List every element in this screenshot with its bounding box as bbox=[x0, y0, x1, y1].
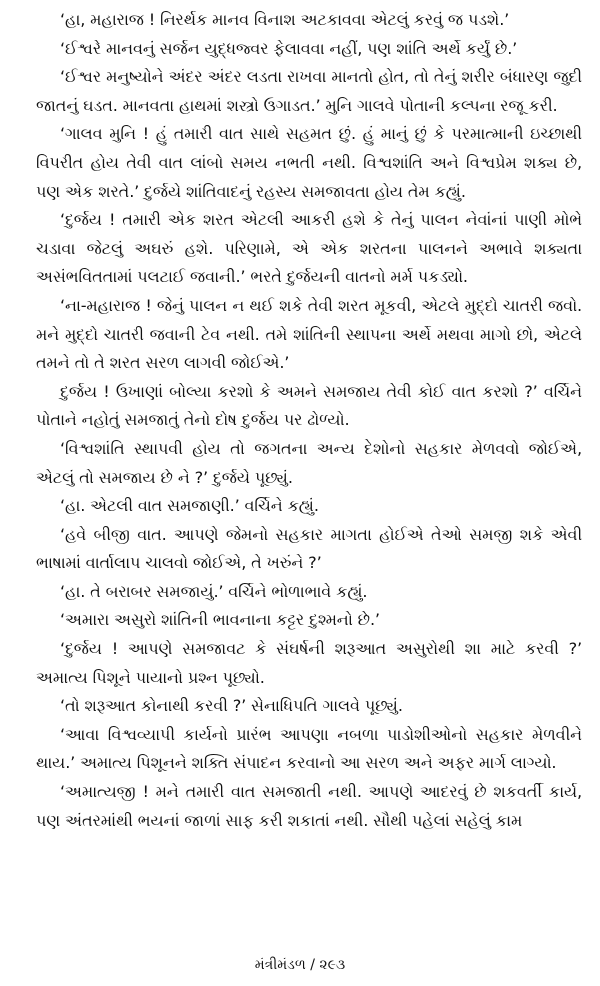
paragraph: ‘હા. એટલી વાત સમજાણી.’ વર્ચિને કહ્યું. bbox=[60, 496, 319, 516]
paragraph: ‘ઈશ્વરે માનવનું સર્જન યુદ્ધજ્વર ફેલાવવા નહીં, પણ શાંતિ અર્થે કર્યું છે.’ bbox=[60, 38, 518, 58]
paragraph: ‘હા. તે બરાબર સમજાયું.’ વર્ચિને ભોળાભાવે કહ્યું. bbox=[60, 581, 368, 601]
paragraph: ‘દુર્જય ! તમારી એક શરત એટલી આકરી હશે કે તેનું પાલન નેવાંનાં પાણી મોભે ચડાવા જેટલું અઘરું હશે. પરિણામે, એ એક શરતના પાલનને અભાવે શક્યતા અસંભવિતતામાં પલટાઈ જવાની.’ ભરતે દુર્જયની વાતનો મર્મ પકડ્યો. bbox=[36, 210, 582, 287]
page-footer: મંત્રીમંડળ / ૨૯૩ bbox=[254, 957, 346, 973]
paragraph: ‘વિશ્વશાંતિ સ્થાપવી હોય તો જગતના અન્ય દેશોનો સહકાર મેળવવો જોઈએ, એટલું તો સમજાય છે ને ?’ દુર્જયે પૂછ્યું. bbox=[36, 438, 582, 487]
paragraph: ‘ઈશ્વર મનુષ્યોને અંદર અંદર લડતા રાખવા માનતો હોત, તો તેનું શરીર બંધારણ જુદી જાતનું ઘડત. માનવતા હાથમાં શસ્ત્રો ઉગાડત.’ મુનિ ગાલવે પોતાની કલ્પના રજૂ કરી. bbox=[36, 67, 582, 115]
paragraph: ‘તો શરૂઆત કોનાથી કરવી ?’ સેનાધિપતિ ગાલવે પૂછ્યું. bbox=[60, 696, 403, 716]
paragraph: દુર્જય ! ઉખાણાં બોલ્યા કરશો કે અમને સમજાય તેવી કોઈ વાત કરશો ?’ વર્ચિને પોતાને નહોતું સમજાતું તેનો દોષ દુર્જય પર ઢોળ્યો. bbox=[36, 381, 582, 430]
paragraph: ‘હવે બીજી વાત. આપણે જેમનો સહકાર માગતા હોઈએ તેઓ સમજી શકે એવી ભાષામાં વાર્તાલાપ ચાલવો જોઈએ, તે ખરુંને ?’ bbox=[36, 524, 582, 573]
paragraph: ‘આવા વિશ્વવ્યાપી કાર્યનો પ્રારંભ આપણા નબળા પાડોશીઓનો સહકાર મેળવીને થાય.’ અમાત્ય પિશૂનને શક્તિ સંપાદન કરવાનો આ સરળ અને અફર માર્ગ લાગ્યો. bbox=[36, 724, 582, 773]
page-body bbox=[36, 6, 582, 946]
paragraph: ‘હા, મહારાજ ! નિરર્થક માનવ વિનાશ અટકાવવા એટલું કરવું જ પડશે.’ bbox=[60, 10, 510, 29]
paragraph: ‘અમાત્યજી ! મને તમારી વાત સમજાતી નથી. આપણે આદરવું છે શકવર્તી કાર્ય, પણ અંતરમાંથી ભયનાં જાળાં સાફ કરી શકાતાં નથી. સૌથી પહેલાં સહેલું કામ bbox=[36, 782, 582, 830]
paragraph: ‘અમારા અસુરો શાંતિની ભાવનાના કટ્ટર દુશ્મનો છે.’ bbox=[60, 610, 380, 630]
paragraph: ‘દુર્જય ! આપણે સમજાવટ કે સંઘર્ષની શરૂઆત અસુરોથી શા માટે કરવી ?’ અમાત્ય પિશૂને પાયાનો પ્રશ્ન પૂછ્યો. bbox=[36, 639, 582, 687]
paragraph: ‘ગાલવ મુનિ ! હું તમારી વાત સાથે સહમત છું. હું માનું છું કે પરમાત્માની ઇચ્છાથી વિપરીત હોય તેવી વાત લાંબો સમય નભતી નથી. વિશ્વશાંતિ અને વિશ્વપ્રેમ શક્ય છે, પણ એક શરતે.’ દુર્જયે શાંતિવાદનું રહસ્ય સમજાવતા હોય તેમ કહ્યું. bbox=[36, 124, 582, 201]
paragraph: ‘ના-મહારાજ ! જેનું પાલન ન થઈ શકે તેવી શરત મૂકવી, એટલે મુદ્દો ચાતરી જવો. મને મુદ્દો ચાતરી જવાની ટેવ નથી. તમે શાંતિની સ્થાપના અર્થે મથવા માગો છો, એટલે તમને તો તે શરત સરળ લાગવી જોઈએ.’ bbox=[36, 295, 582, 373]
